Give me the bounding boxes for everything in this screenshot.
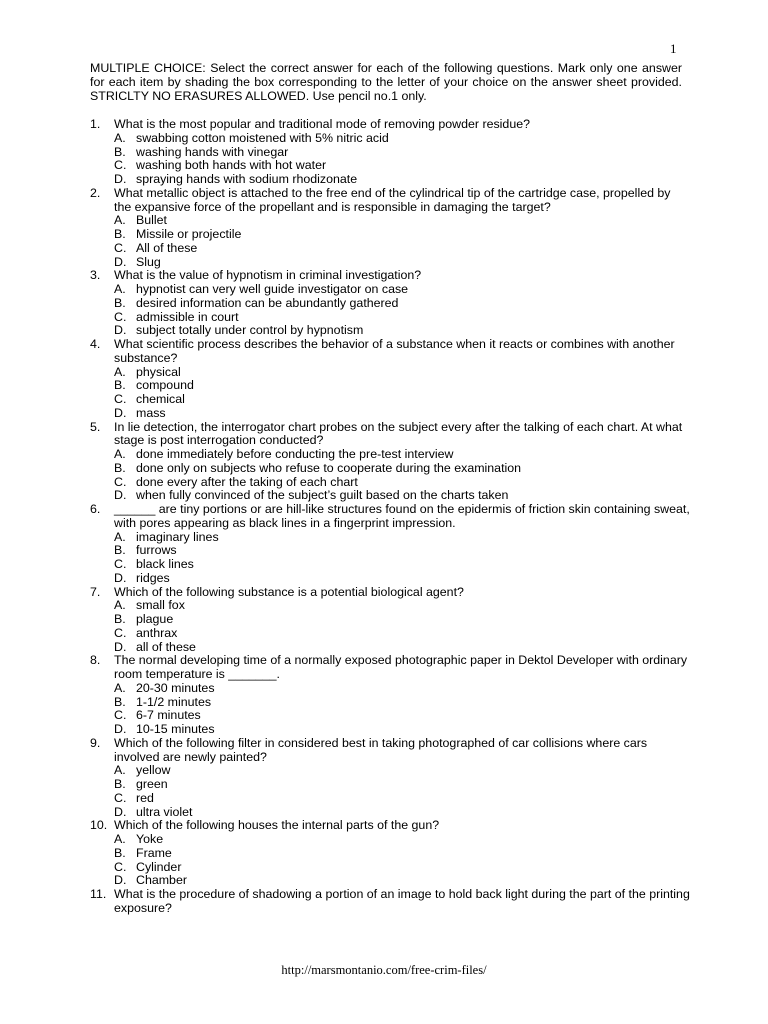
answer-choice [114, 627, 690, 641]
choice-letter: D. [114, 722, 127, 736]
choice-letter: B. [114, 227, 126, 241]
choice-letter: A. [114, 364, 126, 379]
choice-text: Chamber [136, 873, 187, 888]
answer-choice [114, 861, 690, 875]
choice-text: done every after the taking of each chart [136, 474, 358, 489]
answer-choice [114, 407, 690, 421]
choice-letter: D. [114, 639, 127, 654]
question-number: 6. [90, 502, 101, 516]
choice-text: ridges [136, 570, 170, 585]
choice-letter: C. [114, 240, 127, 255]
question-text: What scientific process describes the behavior of a substance when it reacts or combines with another substance? [114, 337, 675, 365]
answer-choice [114, 297, 690, 311]
choice-letter: C. [114, 859, 127, 874]
choice-text: Bullet [136, 213, 167, 228]
answer-choice [114, 613, 690, 627]
page-number: 1 [670, 41, 677, 56]
choice-letter: C. [114, 158, 127, 173]
answer-choice [114, 311, 690, 325]
choice-text: washing hands with vinegar [136, 144, 289, 159]
question-text: Which of the following houses the internal parts of the gun? [114, 818, 440, 833]
choice-text: mass [136, 405, 166, 420]
answer-choice [114, 324, 690, 338]
answer-choice [114, 778, 690, 792]
answer-choice [114, 448, 690, 462]
answer-choice [114, 847, 690, 861]
answer-choice [114, 572, 690, 586]
answer-choice [114, 159, 690, 173]
choice-text: spraying hands with sodium rhodizonate [136, 172, 358, 186]
choice-text: small fox [136, 598, 185, 613]
question-item [90, 269, 690, 338]
question-number: 10. [90, 818, 108, 833]
answer-choice [114, 599, 690, 613]
answer-choice [114, 393, 690, 407]
choice-text: Yoke [136, 832, 164, 846]
question-number: 5. [90, 419, 101, 434]
choice-text: 20-30 minutes [136, 680, 215, 695]
question-item [90, 421, 690, 504]
question-text: What metallic object is attached to the free end of the cylindrical tip of the cartridge case, propelled by the expansive force of the propellant and is responsible in damaging the target? [114, 185, 671, 214]
answer-choice [114, 531, 690, 545]
instructions-paragraph: MULTIPLE CHOICE: Select the correct answer for each of the following questions. Mark only one answer for each item by shading the box corresponding to the letter of your choice on the answer sheet provided. STRICLTY NO ERASURES ALLOWED. Use pencil no.1 only. [90, 61, 682, 103]
question-item [90, 737, 690, 820]
answer-choice [114, 696, 690, 710]
choice-letter: D. [114, 405, 127, 420]
choice-letter: B. [114, 543, 126, 558]
choice-text: subject totally under control by hypnotism [136, 323, 364, 338]
question-number: 11. [90, 887, 107, 901]
choice-text: Missile or projectile [136, 227, 242, 241]
choice-text: 1-1/2 minutes [136, 694, 212, 709]
choice-letter: A. [114, 680, 126, 695]
answer-choice [114, 558, 690, 572]
question-number: 9. [90, 735, 101, 750]
choice-letter: C. [114, 708, 127, 723]
choice-letter: A. [114, 529, 126, 544]
question-item [90, 819, 690, 888]
choice-letter: B. [114, 460, 126, 475]
question-text: What is the value of hypnotism in criminal investigation? [114, 268, 422, 283]
choice-text: washing both hands with hot water [136, 158, 327, 173]
choice-text: compound [136, 378, 194, 393]
choice-text: Slug [136, 254, 161, 269]
choice-text: All of these [136, 240, 198, 255]
choice-text: plague [136, 612, 174, 626]
choice-letter: A. [114, 213, 126, 228]
answer-choice [114, 723, 690, 737]
question-number: 7. [90, 584, 101, 599]
choice-letter: A. [114, 598, 126, 613]
choice-text: black lines [136, 557, 194, 571]
question-number: 1. [90, 117, 101, 131]
question-number: 4. [90, 337, 101, 351]
choice-letter: B. [114, 845, 126, 860]
choice-letter: D. [114, 804, 127, 819]
choice-letter: D. [114, 323, 127, 338]
choice-letter: D. [114, 254, 127, 269]
choice-text: all of these [136, 639, 196, 654]
choice-letter: D. [114, 873, 127, 888]
answer-choice [114, 146, 690, 160]
question-item [90, 187, 690, 270]
question-number: 2. [90, 185, 101, 200]
choice-letter: D. [114, 570, 127, 585]
question-text: ______ are tiny portions or are hill-like structures found on the epidermis of friction skin containing sweat, with pores appearing as black lines in a fingerprint impression. [114, 502, 690, 530]
question-text: In lie detection, the interrogator chart probes on the subject every after the talking of each chart. At what stage is post interrogation conducted? [114, 419, 683, 448]
choice-letter: D. [114, 488, 127, 503]
choice-text: yellow [136, 763, 171, 778]
choice-text: red [136, 790, 154, 805]
choice-letter: D. [114, 172, 127, 186]
answer-choice [114, 379, 690, 393]
question-number: 3. [90, 268, 101, 283]
answer-choice [114, 173, 690, 187]
choice-text: done only on subjects who refuse to cooperate during the examination [136, 460, 522, 475]
choice-text: furrows [136, 543, 177, 558]
answer-choice [114, 764, 690, 778]
choice-letter: A. [114, 832, 126, 846]
choice-text: when fully convinced of the subject’s guilt based on the charts taken [136, 488, 509, 503]
choice-text: 10-15 minutes [136, 722, 215, 736]
answer-choice [114, 228, 690, 242]
choice-text: 6-7 minutes [136, 708, 201, 723]
answer-choice [114, 366, 690, 380]
choice-letter: B. [114, 295, 126, 310]
choice-letter: C. [114, 474, 127, 489]
choice-text: done immediately before conducting the pre-test interview [136, 447, 454, 461]
question-list [90, 118, 690, 916]
question-item [90, 338, 690, 421]
answer-choice [114, 132, 690, 146]
question-number: 8. [90, 653, 101, 668]
choice-letter: B. [114, 612, 126, 626]
answer-choice [114, 709, 690, 723]
choice-letter: A. [114, 130, 126, 145]
choice-letter: C. [114, 790, 127, 805]
choice-letter: B. [114, 694, 126, 709]
answer-choice [114, 489, 690, 503]
choice-letter: B. [114, 378, 126, 393]
answer-choice [114, 256, 690, 270]
choice-text: physical [136, 364, 181, 379]
choice-text: admissible in court [136, 309, 239, 324]
question-text: Which of the following filter in considered best in taking photographed of car collisions where cars involved are newly painted? [114, 735, 648, 764]
answer-choice [114, 242, 690, 256]
answer-choice [114, 476, 690, 490]
answer-choice [114, 792, 690, 806]
footer-url: http://marsmontanio.com/free-crim-files/ [281, 963, 487, 977]
choice-letter: C. [114, 557, 127, 571]
choice-letter: B. [114, 144, 126, 159]
choice-text: ultra violet [136, 804, 193, 819]
choice-text: anthrax [136, 625, 178, 640]
choice-text: Frame [136, 845, 172, 860]
question-item [90, 888, 690, 916]
choice-text: swabbing cotton moistened with 5% nitric acid [136, 130, 389, 145]
question-text: What is the procedure of shadowing a portion of an image to hold back light during the part of the printing exposure? [114, 887, 690, 915]
choice-letter: C. [114, 392, 127, 406]
choice-text: hypnotist can very well guide investigator on case [136, 282, 409, 296]
answer-choice [114, 833, 690, 847]
answer-choice [114, 214, 690, 228]
choice-letter: C. [114, 309, 127, 324]
choice-letter: A. [114, 282, 126, 296]
answer-choice [114, 641, 690, 655]
question-item [90, 586, 690, 655]
choice-letter: A. [114, 447, 126, 461]
answer-choice [114, 462, 690, 476]
question-text: Which of the following substance is a potential biological agent? [114, 584, 464, 599]
choice-text: chemical [136, 392, 185, 406]
choice-text: green [136, 777, 168, 791]
question-item [90, 503, 690, 586]
question-item [90, 654, 690, 737]
choice-letter: A. [114, 763, 126, 778]
choice-letter: B. [114, 777, 126, 791]
answer-choice [114, 682, 690, 696]
choice-text: imaginary lines [136, 529, 219, 544]
answer-choice [114, 874, 690, 888]
question-text: The normal developing time of a normally exposed photographic paper in Dektol Developer with ordinary room temperature is _______. [114, 653, 688, 681]
choice-text: Cylinder [136, 859, 182, 874]
question-text: What is the most popular and traditional mode of removing powder residue? [114, 117, 530, 131]
answer-choice [114, 283, 690, 297]
answer-choice [114, 544, 690, 558]
choice-letter: C. [114, 625, 127, 640]
choice-text: desired information can be abundantly gathered [136, 295, 399, 310]
answer-choice [114, 806, 690, 820]
question-item [90, 118, 690, 187]
